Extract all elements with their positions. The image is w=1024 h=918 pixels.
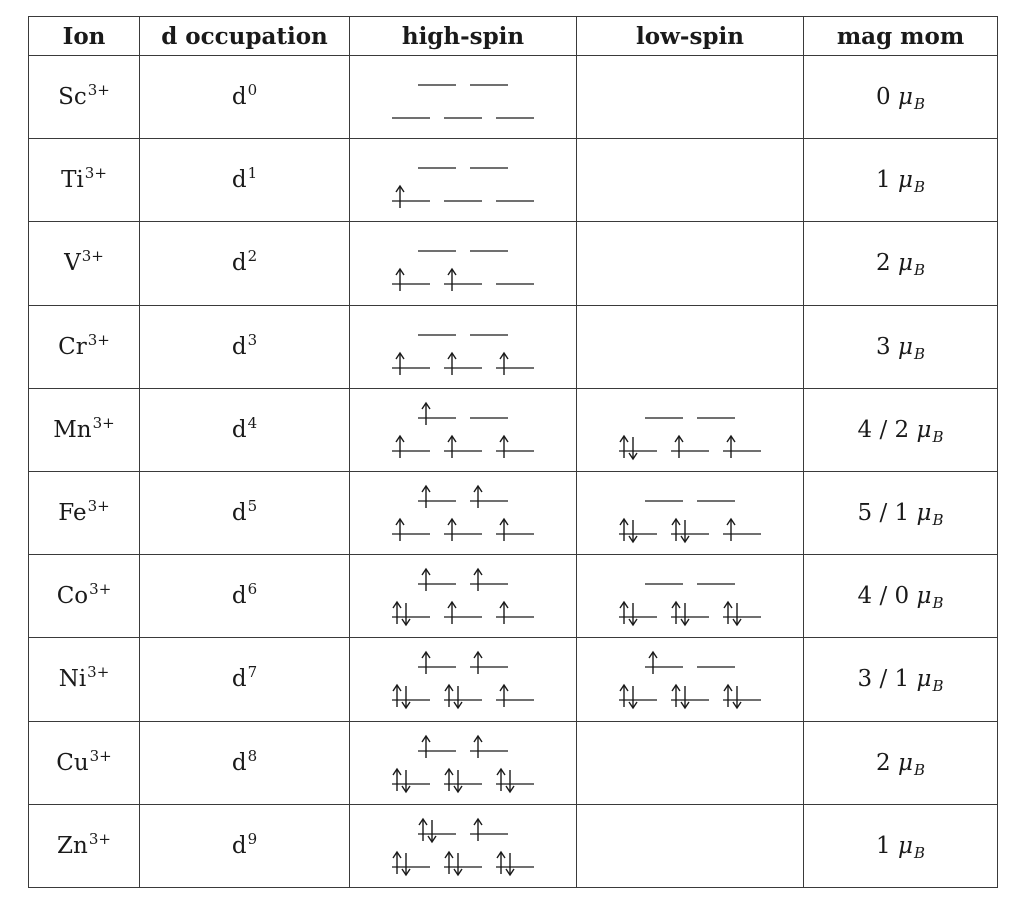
t2g-orbital	[671, 685, 709, 708]
spin-down-arrow	[428, 820, 436, 842]
spin-up-arrow	[620, 685, 628, 707]
mu-symbol: μ	[897, 749, 913, 776]
spin-up-arrow	[727, 436, 735, 458]
low-spin-cell	[577, 139, 804, 222]
high-spin-diagram	[388, 315, 538, 379]
spin-up-arrow	[422, 736, 430, 758]
spin-down-arrow	[402, 853, 410, 875]
t2g-orbital	[392, 602, 430, 625]
d-count: 9	[247, 829, 258, 848]
mag-mom-cell	[804, 471, 998, 554]
ion-symbol: Fe	[58, 500, 87, 527]
low-spin-cell	[577, 388, 804, 471]
ion-symbol: Zn	[57, 832, 88, 859]
t2g-orbital	[444, 269, 482, 291]
low-spin-diagram	[615, 564, 765, 628]
spin-up-arrow	[419, 819, 427, 841]
t2g-orbital	[619, 602, 657, 625]
spin-up-arrow	[422, 486, 430, 508]
t2g-orbital	[671, 602, 709, 625]
d-occupation-cell	[140, 305, 350, 388]
eg-orbital	[470, 569, 508, 591]
ion-charge: 3+	[92, 413, 115, 432]
t2g-orbital	[496, 519, 534, 541]
header-ion: Ion	[29, 17, 140, 56]
spin-up-arrow	[672, 602, 680, 624]
mu-symbol: μ	[897, 250, 913, 277]
mu-subscript: B	[932, 594, 944, 613]
spin-up-arrow	[620, 602, 628, 624]
t2g-orbital	[392, 436, 430, 458]
mu-subscript: B	[913, 261, 925, 280]
high-spin-diagram	[388, 398, 538, 462]
t2g-orbital	[496, 602, 534, 624]
d-count: 8	[247, 746, 258, 765]
t2g-orbital	[496, 353, 534, 375]
mu-symbol: μ	[897, 832, 913, 859]
d-count: 1	[247, 164, 258, 183]
low-spin-cell	[577, 222, 804, 305]
low-spin-cell	[577, 56, 804, 139]
spin-up-arrow	[445, 852, 453, 874]
spin-down-arrow	[402, 770, 410, 792]
high-spin-cell	[350, 721, 577, 804]
high-spin-cell	[350, 388, 577, 471]
ion-charge: 3+	[88, 829, 111, 848]
spin-up-arrow	[474, 652, 482, 674]
d-electron-table	[28, 16, 998, 888]
eg-orbital	[418, 736, 456, 758]
eg-orbital	[470, 736, 508, 758]
table-row	[29, 471, 998, 554]
eg-orbital	[470, 652, 508, 674]
d-occupation-cell	[140, 222, 350, 305]
mu-subscript: B	[913, 178, 925, 197]
eg-orbital	[418, 403, 456, 425]
spin-up-arrow	[396, 353, 404, 375]
d-symbol: d	[231, 333, 247, 360]
spin-down-arrow	[629, 686, 637, 708]
ion-symbol: Sc	[58, 84, 87, 111]
spin-up-arrow	[474, 819, 482, 841]
ion-symbol: Cu	[56, 749, 89, 776]
mu-subscript: B	[913, 843, 925, 862]
mag-value: 2	[876, 250, 891, 277]
ion-cell	[29, 56, 140, 139]
spin-up-arrow	[393, 852, 401, 874]
spin-up-arrow	[422, 403, 430, 425]
mag-mom-cell	[804, 638, 998, 721]
mag-mom-cell	[804, 139, 998, 222]
spin-up-arrow	[474, 486, 482, 508]
d-occupation-cell	[140, 139, 350, 222]
eg-orbital	[470, 819, 508, 841]
high-spin-cell	[350, 638, 577, 721]
d-count: 7	[247, 663, 258, 682]
ion-cell	[29, 388, 140, 471]
t2g-orbital	[444, 519, 482, 541]
d-count: 4	[247, 413, 258, 432]
ion-cell	[29, 139, 140, 222]
low-spin-cell	[577, 555, 804, 638]
ion-cell	[29, 721, 140, 804]
ion-charge: 3+	[87, 81, 110, 100]
mag-value: 1	[876, 167, 891, 194]
spin-up-arrow	[396, 436, 404, 458]
mu-subscript: B	[932, 511, 944, 530]
mag-value: 5 / 1	[857, 500, 910, 527]
t2g-orbital	[723, 519, 761, 541]
ion-cell	[29, 804, 140, 887]
spin-down-arrow	[506, 853, 514, 875]
mu-subscript: B	[913, 95, 925, 114]
d-symbol: d	[231, 583, 247, 610]
spin-down-arrow	[402, 686, 410, 708]
spin-down-arrow	[681, 520, 689, 542]
t2g-orbital	[392, 685, 430, 708]
spin-down-arrow	[454, 853, 462, 875]
spin-down-arrow	[681, 686, 689, 708]
spin-up-arrow	[500, 685, 508, 707]
spin-down-arrow	[506, 770, 514, 792]
mu-symbol: μ	[916, 500, 932, 527]
d-count: 5	[247, 497, 258, 516]
ion-cell	[29, 638, 140, 721]
ion-charge: 3+	[89, 580, 112, 599]
t2g-orbital	[392, 269, 430, 291]
ion-charge: 3+	[89, 746, 112, 765]
table-row	[29, 56, 998, 139]
spin-down-arrow	[733, 686, 741, 708]
high-spin-cell	[350, 804, 577, 887]
d-occupation-cell	[140, 555, 350, 638]
spin-down-arrow	[629, 603, 637, 625]
mu-subscript: B	[932, 677, 944, 696]
header-high-spin: high-spin	[350, 17, 577, 56]
t2g-orbital	[392, 852, 430, 875]
d-occupation-cell	[140, 388, 350, 471]
d-symbol: d	[231, 84, 247, 111]
t2g-orbital	[392, 769, 430, 792]
ion-cell	[29, 471, 140, 554]
spin-up-arrow	[448, 519, 456, 541]
mag-mom-cell	[804, 56, 998, 139]
d-symbol: d	[231, 832, 247, 859]
mu-symbol: μ	[897, 333, 913, 360]
low-spin-diagram	[615, 647, 765, 711]
high-spin-cell	[350, 56, 577, 139]
eg-orbital	[645, 652, 683, 674]
eg-orbital	[418, 652, 456, 674]
mu-subscript: B	[913, 760, 925, 779]
spin-up-arrow	[672, 685, 680, 707]
ion-symbol: Mn	[53, 416, 92, 443]
spin-up-arrow	[393, 685, 401, 707]
t2g-orbital	[619, 436, 657, 459]
high-spin-cell	[350, 139, 577, 222]
eg-orbital	[470, 486, 508, 508]
spin-up-arrow	[448, 602, 456, 624]
high-spin-cell	[350, 305, 577, 388]
spin-up-arrow	[445, 769, 453, 791]
d-occupation-cell	[140, 804, 350, 887]
t2g-orbital	[619, 685, 657, 708]
mag-value: 3	[876, 333, 891, 360]
t2g-orbital	[496, 769, 534, 792]
t2g-orbital	[444, 436, 482, 458]
spin-up-arrow	[445, 685, 453, 707]
t2g-orbital	[444, 353, 482, 375]
spin-up-arrow	[474, 569, 482, 591]
low-spin-cell	[577, 305, 804, 388]
spin-up-arrow	[396, 186, 404, 208]
table-row	[29, 305, 998, 388]
ion-charge: 3+	[84, 164, 107, 183]
mag-mom-cell	[804, 804, 998, 887]
mag-value: 3 / 1	[857, 666, 910, 693]
header-row	[29, 17, 998, 56]
d-count: 6	[247, 580, 258, 599]
t2g-orbital	[496, 685, 534, 707]
mag-value: 1	[876, 832, 891, 859]
header-mag-mom: mag mom	[804, 17, 998, 56]
t2g-orbital	[723, 436, 761, 458]
spin-up-arrow	[497, 769, 505, 791]
d-symbol: d	[231, 416, 247, 443]
t2g-orbital	[392, 353, 430, 375]
low-spin-cell	[577, 471, 804, 554]
ion-symbol: V	[64, 250, 81, 277]
t2g-orbital	[444, 852, 482, 875]
eg-orbital	[418, 486, 456, 508]
spin-up-arrow	[724, 685, 732, 707]
mu-subscript: B	[913, 344, 925, 363]
table-row	[29, 555, 998, 638]
mag-value: 0	[876, 84, 891, 111]
spin-up-arrow	[500, 519, 508, 541]
low-spin-cell	[577, 804, 804, 887]
mu-symbol: μ	[916, 583, 932, 610]
d-occupation-cell	[140, 471, 350, 554]
spin-down-arrow	[454, 770, 462, 792]
mu-symbol: μ	[897, 84, 913, 111]
d-occupation-cell	[140, 638, 350, 721]
mu-symbol: μ	[897, 167, 913, 194]
spin-up-arrow	[649, 652, 657, 674]
d-count: 3	[247, 330, 258, 349]
high-spin-diagram	[388, 231, 538, 295]
spin-up-arrow	[393, 602, 401, 624]
spin-up-arrow	[422, 569, 430, 591]
table-row	[29, 388, 998, 471]
t2g-orbital	[392, 519, 430, 541]
spin-up-arrow	[393, 769, 401, 791]
d-count: 0	[247, 81, 258, 100]
header-low-spin: low-spin	[577, 17, 804, 56]
header-d-occupation: d occupation	[140, 17, 350, 56]
t2g-orbital	[723, 602, 761, 625]
t2g-orbital	[444, 602, 482, 624]
spin-up-arrow	[620, 436, 628, 458]
d-symbol: d	[231, 167, 247, 194]
spin-up-arrow	[448, 353, 456, 375]
mu-symbol: μ	[916, 666, 932, 693]
spin-down-arrow	[681, 603, 689, 625]
d-count: 2	[247, 247, 258, 266]
spin-up-arrow	[724, 602, 732, 624]
spin-up-arrow	[422, 652, 430, 674]
spin-up-arrow	[620, 519, 628, 541]
ion-symbol: Ni	[58, 666, 87, 693]
spin-up-arrow	[500, 436, 508, 458]
high-spin-cell	[350, 471, 577, 554]
mu-symbol: μ	[916, 416, 932, 443]
high-spin-diagram	[388, 731, 538, 795]
mag-value: 4 / 2	[857, 416, 910, 443]
ion-charge: 3+	[87, 663, 110, 682]
spin-down-arrow	[629, 520, 637, 542]
t2g-orbital	[496, 436, 534, 458]
spin-up-arrow	[672, 519, 680, 541]
high-spin-diagram	[388, 148, 538, 212]
mag-mom-cell	[804, 721, 998, 804]
low-spin-diagram	[615, 398, 765, 462]
spin-up-arrow	[727, 519, 735, 541]
spin-down-arrow	[454, 686, 462, 708]
d-symbol: d	[231, 749, 247, 776]
high-spin-diagram	[388, 65, 538, 129]
table-row	[29, 638, 998, 721]
d-symbol: d	[231, 666, 247, 693]
ion-charge: 3+	[87, 497, 110, 516]
table-body	[29, 56, 998, 888]
table-row	[29, 139, 998, 222]
eg-orbital	[418, 819, 456, 842]
ion-cell	[29, 305, 140, 388]
d-occupation-cell	[140, 721, 350, 804]
table-row	[29, 222, 998, 305]
table-row	[29, 721, 998, 804]
t2g-orbital	[496, 852, 534, 875]
spin-up-arrow	[396, 519, 404, 541]
spin-up-arrow	[396, 269, 404, 291]
low-spin-diagram	[615, 481, 765, 545]
high-spin-diagram	[388, 481, 538, 545]
ion-symbol: Co	[56, 583, 89, 610]
d-occupation-cell	[140, 56, 350, 139]
low-spin-cell	[577, 721, 804, 804]
ion-symbol: Ti	[61, 167, 84, 194]
mag-mom-cell	[804, 305, 998, 388]
t2g-orbital	[444, 685, 482, 708]
ion-cell	[29, 555, 140, 638]
spin-up-arrow	[474, 736, 482, 758]
mag-value: 4 / 0	[857, 583, 910, 610]
spin-up-arrow	[500, 602, 508, 624]
spin-down-arrow	[733, 603, 741, 625]
t2g-orbital	[444, 769, 482, 792]
ion-symbol: Cr	[58, 333, 87, 360]
d-symbol: d	[231, 250, 247, 277]
spin-down-arrow	[629, 437, 637, 459]
spin-down-arrow	[402, 603, 410, 625]
mag-mom-cell	[804, 555, 998, 638]
t2g-orbital	[619, 519, 657, 542]
spin-up-arrow	[500, 353, 508, 375]
mu-subscript: B	[932, 427, 944, 446]
d-symbol: d	[231, 500, 247, 527]
high-spin-diagram	[388, 814, 538, 878]
mag-mom-cell	[804, 222, 998, 305]
t2g-orbital	[392, 186, 430, 208]
high-spin-diagram	[388, 647, 538, 711]
ion-charge: 3+	[81, 247, 104, 266]
eg-orbital	[418, 569, 456, 591]
mag-mom-cell	[804, 388, 998, 471]
high-spin-diagram	[388, 564, 538, 628]
high-spin-cell	[350, 222, 577, 305]
low-spin-cell	[577, 638, 804, 721]
spin-up-arrow	[675, 436, 683, 458]
spin-up-arrow	[448, 436, 456, 458]
mag-value: 2	[876, 749, 891, 776]
ion-cell	[29, 222, 140, 305]
spin-up-arrow	[497, 852, 505, 874]
high-spin-cell	[350, 555, 577, 638]
spin-up-arrow	[448, 269, 456, 291]
t2g-orbital	[723, 685, 761, 708]
table-row	[29, 804, 998, 887]
ion-charge: 3+	[87, 330, 110, 349]
t2g-orbital	[671, 519, 709, 542]
t2g-orbital	[671, 436, 709, 458]
